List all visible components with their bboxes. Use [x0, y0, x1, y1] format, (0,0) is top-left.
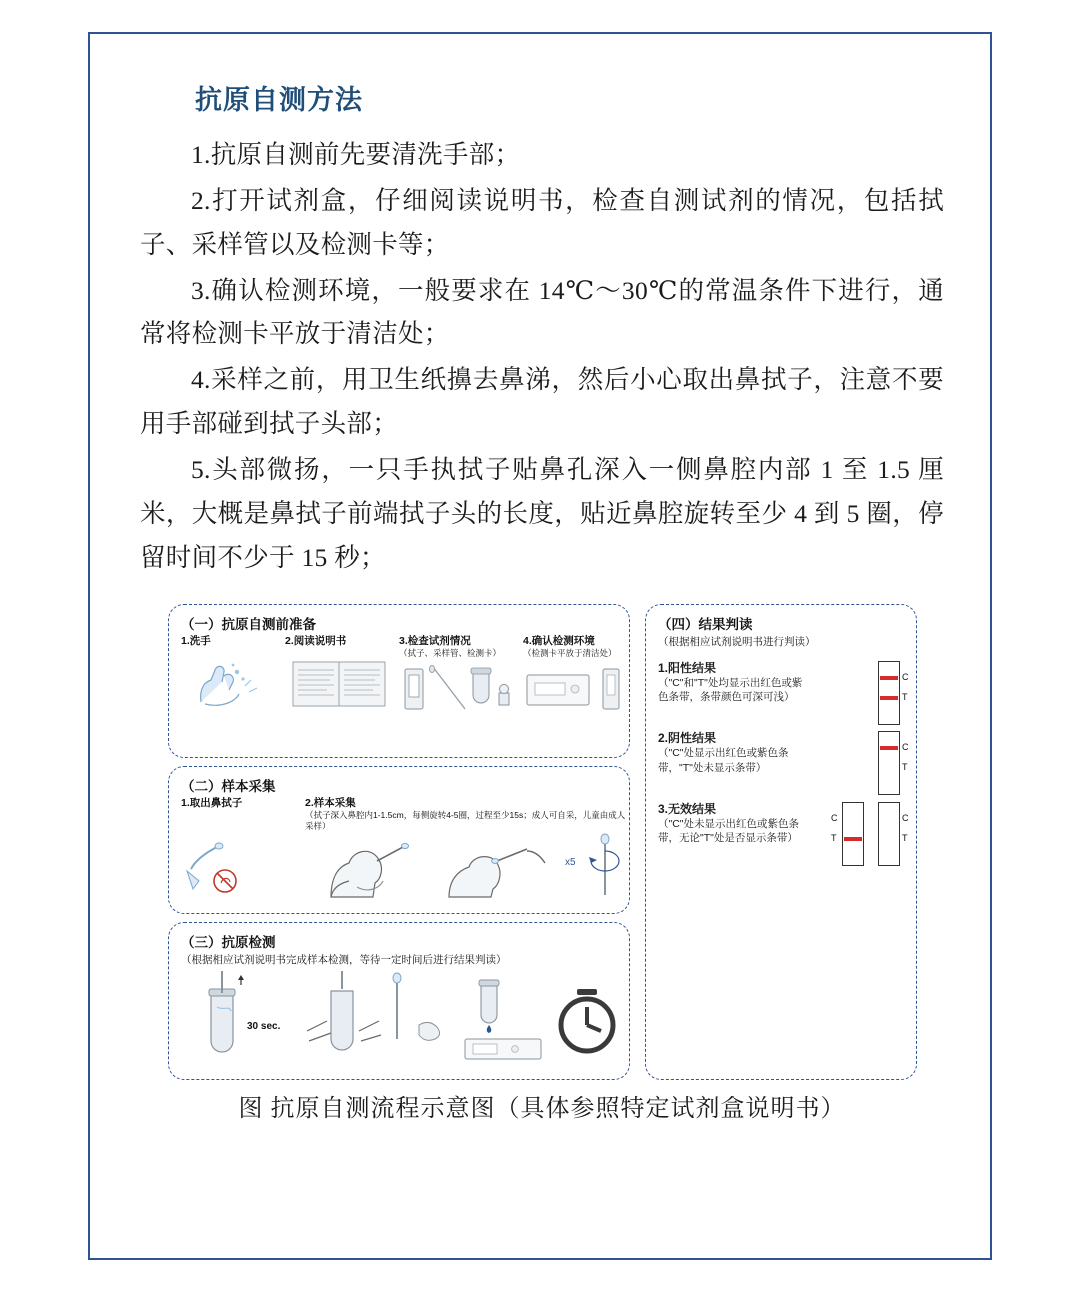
- c-label: C: [831, 812, 838, 823]
- t-band: [880, 696, 898, 700]
- panel-preparation: [168, 604, 630, 758]
- panel-detection: [168, 922, 630, 1080]
- detection-illustration: [181, 969, 621, 1065]
- timer-label: 30 sec.: [247, 1020, 281, 1032]
- c-band: [880, 746, 898, 750]
- panel-detection-title: （三）抗原检测: [181, 934, 276, 950]
- flat-surface-test-card-icon: [523, 663, 643, 725]
- sampling-step-2-note: （拭子深入鼻腔内1-1.5cm，每侧旋转4-5圈，过程至少15s；成人可自采，儿童由成人采样）: [305, 810, 626, 831]
- result-positive: [658, 659, 916, 705]
- result-negative: [658, 729, 916, 775]
- t-label: T: [831, 832, 837, 843]
- instruction-manual-icon: [285, 652, 395, 714]
- t-label: T: [902, 832, 908, 843]
- rotation-count-label: x5: [565, 857, 576, 869]
- c-label: C: [902, 671, 909, 682]
- result-invalid: [658, 800, 916, 846]
- paragraph-5: 5.头部微扬，一只手执拭子贴鼻孔深入一侧鼻腔内部 1 至 1.5 厘米，大概是鼻拭子前端拭子头的长度，贴近鼻腔旋转至少 4 到 5 圈，停留时间不少于 15 秒；: [140, 455, 944, 572]
- sampling-step-1: [181, 797, 301, 832]
- prep-step-2: [285, 635, 395, 725]
- test-strip: [878, 731, 909, 795]
- sampling-step-1-label: 1.取出鼻拭子: [181, 796, 243, 809]
- panel-preparation-title: （一）抗原自测前准备: [181, 616, 316, 632]
- paragraph-3: 3.确认检测环境，一般要求在 14℃～30℃的常温条件下进行，通常将检测卡平放于清洁处；: [140, 275, 944, 349]
- sampling-step-2-label: 2.样本采集: [305, 796, 356, 809]
- paragraph-1: 1.抗原自测前先要清洗手部；: [191, 140, 521, 169]
- result-invalid-desc: （"C"处未显示出红色或紫色条带，无论"T"处是否显示条带）: [658, 817, 800, 845]
- c-label: C: [902, 812, 909, 823]
- prep-step-4: [523, 635, 643, 725]
- prep-step-4-label: 4.确认检测环境: [523, 634, 595, 647]
- page-title: 抗原自测方法: [195, 85, 363, 115]
- prep-step-2-label: 2.阅读说明书: [285, 634, 347, 647]
- panel-sampling-title: （二）样本采集: [181, 778, 276, 794]
- c-band: [880, 676, 898, 680]
- sampling-illustration: [181, 831, 621, 905]
- panel-results-sub: （根据相应试剂说明书进行判读）: [658, 635, 816, 648]
- panel-sampling-steps: [181, 797, 629, 832]
- test-strip: [878, 661, 909, 725]
- panel-results: [645, 604, 917, 1080]
- test-kit-components-icon: [399, 663, 519, 725]
- prep-step-1-label: 1.洗手: [181, 634, 211, 647]
- t-label: T: [902, 762, 908, 773]
- t-label: T: [902, 691, 908, 702]
- paragraph-2: 2.打开试剂盒，仔细阅读说明书，检查自测试剂的情况，包括拭子、采样管以及检测卡等；: [140, 185, 944, 259]
- panel-detection-sub: （根据相应试剂说明书完成样本检测，等待一定时间后进行结果判读）: [181, 953, 507, 966]
- procedure-figure: [140, 604, 944, 1122]
- result-negative-title: 2.阴性结果: [658, 731, 717, 746]
- result-positive-desc: （"C"和"T"处均显示出红色或紫色条带，条带颜色可深可浅）: [658, 676, 803, 704]
- prep-step-3: [399, 635, 519, 725]
- panel-results-title: （四）结果判读: [658, 616, 753, 632]
- wash-hands-icon: [181, 652, 281, 714]
- result-invalid-strips: [831, 802, 909, 866]
- prep-step-4-note: （检测卡平放于清洁处）: [523, 648, 617, 659]
- paragraph-4: 4.采样之前，用卫生纸擤去鼻涕，然后小心取出鼻拭子，注意不要用手部碰到拭子头部；: [140, 365, 944, 439]
- prep-step-3-label: 3.检查试剂情况: [399, 634, 471, 647]
- result-negative-desc: （"C"处显示出红色或紫色条带，"T"处未显示条带）: [658, 747, 789, 774]
- sampling-step-2: [305, 797, 629, 832]
- c-label: C: [902, 742, 909, 753]
- panel-sampling: [168, 766, 630, 914]
- t-band: [844, 837, 862, 841]
- prep-step-3-note: （拭子、采样管、检测卡）: [399, 648, 502, 659]
- figure-caption: 图 抗原自测流程示意图（具体参照特定试剂盒说明书）: [238, 1095, 846, 1122]
- result-positive-title: 1.阳性结果: [658, 660, 717, 675]
- result-invalid-title: 3.无效结果: [658, 801, 717, 816]
- test-strip: [831, 802, 864, 866]
- result-negative-strips: [878, 731, 909, 795]
- document-content: [140, 78, 944, 1122]
- result-positive-strips: [878, 661, 909, 725]
- test-strip: [878, 802, 909, 866]
- prep-step-1: [181, 635, 281, 725]
- panel-preparation-steps: [181, 635, 629, 725]
